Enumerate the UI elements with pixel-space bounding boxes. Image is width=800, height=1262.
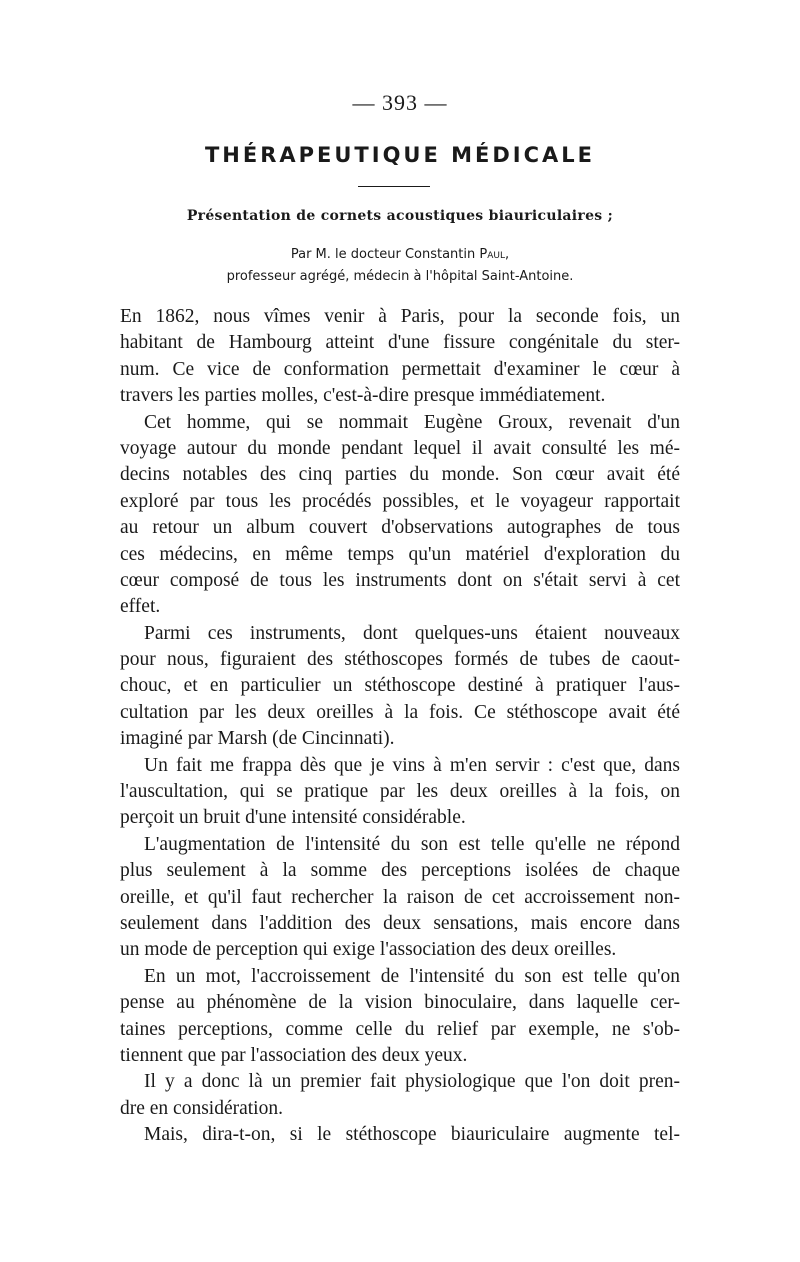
author-affiliation: professeur agrégé, médecin à l'hôpital Saint-Antoine.: [226, 269, 574, 284]
article-title: Présentation de cornets acoustiques biauriculaires ;: [186, 208, 614, 224]
text-line: au retour un album couvert d'observations autographes de tous: [120, 517, 680, 539]
text-line: En un mot, l'accroissement de l'intensité du son est telle qu'on: [144, 965, 680, 987]
text-line: Un fait me frappa dès que je vins à m'en servir : c'est que, dans: [144, 754, 680, 776]
author-suffix: ,: [504, 247, 510, 262]
section-title: THÉRAPEUTIQUE MÉDICALE: [204, 143, 596, 167]
text-line: ces médecins, en même temps qu'un matériel d'exploration du: [120, 543, 680, 565]
author-byline: [0, 247, 800, 262]
text-line: En 1862, nous vîmes venir à Paris, pour la seconde fois, un: [120, 306, 680, 327]
text-line: Il y a donc là un premier fait physiologique que l'on doit pren-: [144, 1071, 680, 1093]
page-number: — 393 —: [352, 90, 448, 115]
author-prefix: Par M. le docteur Constantin: [290, 247, 480, 262]
text-line: Parmi ces instruments, dont quelques-uns étaient nouveaux: [144, 622, 680, 644]
text-line: perçoit un bruit d'une intensité considérable.: [120, 807, 466, 829]
author-name: Paul: [479, 247, 505, 262]
text-line: pense au phénomène de la vision binoculaire, dans laquelle cer-: [120, 992, 680, 1014]
title-rule: [358, 186, 430, 187]
text-line: cœur composé de tous les instruments dont on s'était servi à cet: [120, 569, 680, 591]
text-line: exploré par tous les procédés possibles, et le voyageur rapportait: [120, 490, 680, 512]
text-line: tiennent que par l'association des deux yeux.: [120, 1044, 468, 1066]
text-line: oreille, et qu'il faut rechercher la raison de cet accroissement non-: [120, 886, 680, 908]
text-line: l'auscultation, qui se pratique par les deux oreilles à la fois, on: [120, 781, 680, 803]
text-line: cultation par les deux oreilles à la fois. Ce stéthoscope avait été: [120, 701, 680, 723]
text-line: Mais, dira-t-on, si le stéthoscope biauriculaire augmente tel-: [144, 1124, 680, 1146]
text-line: Cet homme, qui se nommait Eugène Groux, revenait d'un: [144, 411, 680, 433]
text-line: pour nous, figuraient des stéthoscopes formés de tubes de caout-: [120, 649, 680, 671]
text-line: travers les parties molles, c'est-à-dire presque immédiatement.: [120, 385, 606, 407]
text-line: taines perceptions, comme celle du relief par exemple, ne s'ob-: [120, 1018, 680, 1040]
text-line: habitant de Hambourg atteint d'une fissure congénitale du ster-: [120, 332, 680, 354]
text-line: chouc, et en particulier un stéthoscope destiné à pratiquer l'aus-: [120, 675, 680, 697]
text-line: L'augmentation de l'intensité du son est telle qu'elle ne répond: [144, 833, 680, 855]
text-line: dre en considération.: [120, 1097, 283, 1119]
text-line: un mode de perception qui exige l'association des deux oreilles.: [120, 939, 617, 961]
text-line: plus seulement à la somme des perceptions isolées de chaque: [120, 860, 680, 882]
text-line: imaginé par Marsh (de Cincinnati).: [120, 728, 395, 750]
text-line: num. Ce vice de conformation permettait d'examiner le cœur à: [120, 358, 680, 380]
text-line: seulement dans l'addition des deux sensations, mais encore dans: [120, 912, 680, 934]
article-body: [120, 304, 680, 1149]
text-line: effet.: [120, 596, 161, 618]
text-line: voyage autour du monde pendant lequel il avait consulté les mé-: [120, 437, 680, 459]
text-line: decins notables des cinq parties du monde. Son cœur avait été: [120, 464, 680, 486]
